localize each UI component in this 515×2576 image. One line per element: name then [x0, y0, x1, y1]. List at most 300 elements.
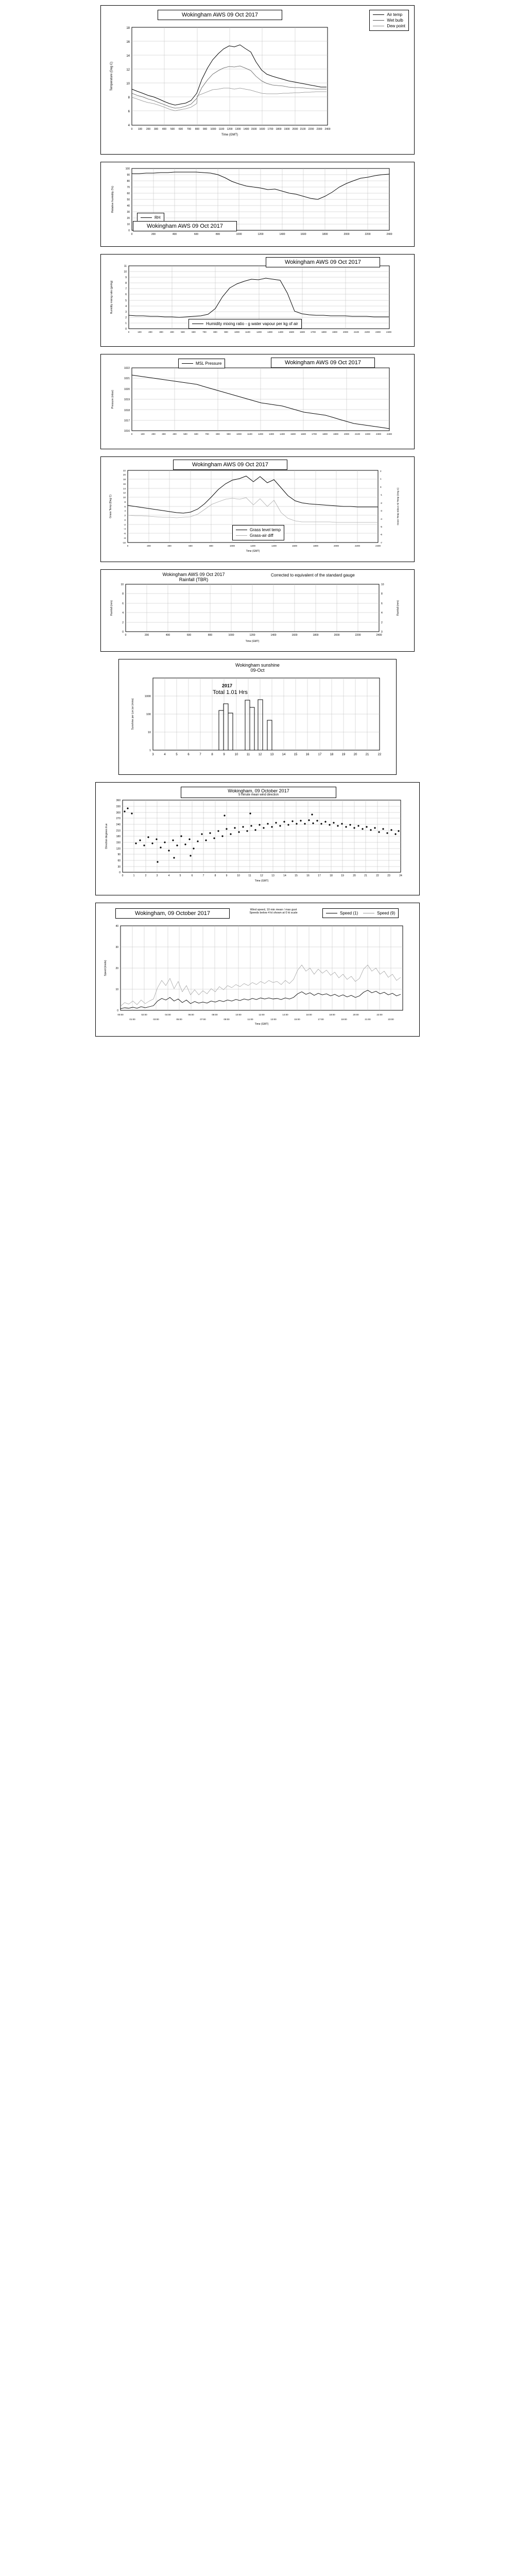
- svg-text:1900: 1900: [332, 331, 338, 333]
- svg-text:0: 0: [122, 631, 124, 634]
- legend-label-air-temp: Air temp: [387, 12, 403, 17]
- svg-text:90: 90: [117, 853, 121, 856]
- svg-text:-4: -4: [123, 528, 126, 530]
- svg-text:1021: 1021: [124, 377, 130, 380]
- svg-text:14: 14: [123, 487, 126, 490]
- svg-text:1400: 1400: [270, 634, 277, 637]
- svg-text:07:00: 07:00: [200, 1018, 206, 1021]
- sunshine-total: Total 1.01 Hrs: [213, 689, 248, 696]
- svg-text:8: 8: [128, 96, 130, 99]
- svg-text:22:00: 22:00: [376, 1013, 383, 1016]
- svg-text:1700: 1700: [267, 128, 273, 131]
- svg-text:12:00: 12:00: [259, 1013, 265, 1016]
- legend-label-grass-air-diff: Grass-air diff: [250, 533, 273, 538]
- svg-text:0: 0: [381, 631, 383, 634]
- svg-text:1100: 1100: [218, 128, 225, 131]
- svg-text:2200: 2200: [355, 634, 361, 637]
- svg-text:13:00: 13:00: [270, 1018, 277, 1021]
- svg-text:22: 22: [376, 874, 379, 877]
- chart-title-wind-speed: Wokingham, 09 October 2017: [115, 908, 230, 919]
- svg-text:90: 90: [127, 174, 130, 177]
- svg-text:1400: 1400: [279, 433, 285, 435]
- plot-area-wind-direction: [105, 799, 402, 883]
- svg-text:8: 8: [124, 501, 126, 503]
- svg-text:2200: 2200: [365, 233, 371, 236]
- svg-text:400: 400: [167, 545, 171, 547]
- svg-text:10: 10: [127, 223, 130, 226]
- chart-panel-grass-temp: [100, 456, 415, 562]
- svg-text:200: 200: [148, 331, 152, 333]
- plot-area-pressure: [111, 367, 392, 435]
- svg-text:10: 10: [115, 988, 118, 991]
- svg-text:4: 4: [164, 753, 166, 756]
- svg-text:0: 0: [127, 545, 129, 547]
- y-axis-label-sunshine: Sunshine per (un-)ar (mins): [131, 698, 134, 730]
- chart-legend-temperature: [369, 10, 409, 31]
- svg-text:1200: 1200: [258, 433, 264, 435]
- svg-text:1200: 1200: [256, 331, 262, 333]
- svg-text:0: 0: [131, 233, 133, 236]
- svg-text:1300: 1300: [267, 331, 273, 333]
- svg-text:1800: 1800: [321, 331, 327, 333]
- svg-text:2300: 2300: [316, 128, 322, 131]
- plot-area-temperature: [110, 27, 331, 137]
- svg-text:1600: 1600: [299, 331, 305, 333]
- svg-text:2: 2: [124, 514, 126, 517]
- svg-text:4: 4: [168, 874, 170, 877]
- svg-text:1600: 1600: [300, 433, 306, 435]
- legend-label-wet-bulb: Wet bulb: [387, 18, 403, 23]
- legend-label-speed-1: Speed (1): [340, 911, 358, 916]
- legend-label-mixing-ratio: Humidity mixing ratio - g water vapour per kg of air: [206, 321, 298, 326]
- svg-text:14: 14: [126, 55, 130, 58]
- svg-text:10: 10: [123, 496, 126, 499]
- chart-panel-wind-speed: [95, 903, 420, 1037]
- x-axis-label-grass-temp: Time (GMT): [246, 550, 260, 553]
- svg-text:14: 14: [283, 874, 286, 877]
- svg-text:100: 100: [141, 433, 145, 435]
- svg-text:40: 40: [115, 925, 118, 928]
- svg-text:8: 8: [214, 874, 216, 877]
- svg-text:5: 5: [179, 874, 181, 877]
- svg-text:500: 500: [183, 433, 187, 435]
- svg-text:800: 800: [195, 128, 200, 131]
- svg-text:800: 800: [209, 545, 213, 547]
- svg-text:7: 7: [199, 753, 201, 756]
- svg-text:150: 150: [116, 841, 121, 844]
- svg-text:2400: 2400: [386, 233, 392, 236]
- svg-text:20: 20: [353, 753, 357, 756]
- svg-text:19: 19: [341, 874, 344, 877]
- svg-text:1000: 1000: [144, 695, 151, 698]
- svg-text:2200: 2200: [354, 545, 360, 547]
- svg-text:12: 12: [260, 874, 263, 877]
- svg-text:18: 18: [126, 27, 130, 30]
- svg-text:1800: 1800: [313, 634, 319, 637]
- svg-text:13: 13: [270, 753, 274, 756]
- svg-text:1000: 1000: [236, 433, 242, 435]
- svg-text:03:00: 03:00: [153, 1018, 159, 1021]
- x-axis-label-rainfall: Time (GMT): [245, 640, 260, 643]
- svg-text:1019: 1019: [124, 398, 130, 401]
- y-axis-label-wind-direction: Direction degrees true: [105, 823, 108, 849]
- svg-text:9: 9: [125, 276, 127, 279]
- svg-text:2000: 2000: [342, 331, 349, 333]
- svg-text:21:00: 21:00: [365, 1018, 371, 1021]
- svg-text:900: 900: [224, 331, 228, 333]
- svg-text:16: 16: [126, 41, 130, 44]
- legend-swatch-air-temp: [373, 14, 384, 15]
- svg-text:0: 0: [128, 331, 130, 333]
- svg-text:4: 4: [124, 510, 126, 512]
- svg-text:30: 30: [117, 866, 121, 869]
- chart-panel-pressure: [100, 354, 415, 449]
- chart-title-sunshine: Wokingham sunshine 09-Oct: [235, 663, 280, 673]
- svg-text:21: 21: [364, 874, 367, 877]
- svg-text:1: 1: [133, 874, 135, 877]
- svg-text:4: 4: [125, 305, 127, 308]
- x-axis-label-wind-direction: Time (GMT): [254, 879, 269, 883]
- svg-text:-2: -2: [380, 502, 383, 504]
- svg-text:2000: 2000: [334, 634, 340, 637]
- sunshine-year: 2017: [222, 683, 233, 688]
- y-axis-label-temperature: Temperature (Deg C): [110, 61, 113, 91]
- y-axis-label-wind-speed: Speed (knots): [104, 960, 107, 976]
- svg-text:10:00: 10:00: [235, 1013, 242, 1016]
- svg-text:30: 30: [127, 211, 130, 214]
- svg-text:-5: -5: [380, 526, 383, 528]
- svg-text:1800: 1800: [313, 545, 319, 547]
- y-axis-label-rainfall-right: Rainfall (mm): [397, 600, 400, 616]
- svg-text:23:00: 23:00: [388, 1018, 394, 1021]
- svg-text:1200: 1200: [249, 634, 255, 637]
- svg-text:-8: -8: [123, 537, 126, 539]
- svg-text:1016: 1016: [124, 430, 130, 433]
- svg-text:1: 1: [149, 749, 151, 752]
- svg-text:16: 16: [306, 874, 310, 877]
- svg-text:11: 11: [248, 874, 251, 877]
- svg-text:1020: 1020: [124, 388, 130, 391]
- svg-text:1300: 1300: [268, 433, 274, 435]
- svg-text:2300: 2300: [375, 331, 381, 333]
- svg-text:18:00: 18:00: [329, 1013, 335, 1016]
- svg-text:1500: 1500: [288, 331, 295, 333]
- svg-text:1018: 1018: [124, 409, 130, 412]
- svg-text:1600: 1600: [259, 128, 265, 131]
- svg-text:4: 4: [381, 612, 383, 615]
- plot-area-sunshine: [131, 678, 382, 756]
- svg-text:400: 400: [165, 634, 170, 637]
- svg-text:6: 6: [128, 110, 130, 113]
- svg-text:600: 600: [194, 233, 199, 236]
- svg-text:21: 21: [365, 753, 369, 756]
- svg-text:8: 8: [122, 592, 124, 596]
- svg-text:2: 2: [125, 316, 127, 319]
- svg-text:100: 100: [138, 331, 142, 333]
- svg-text:5: 5: [125, 299, 127, 302]
- svg-text:400: 400: [173, 433, 177, 435]
- svg-text:1400: 1400: [279, 233, 285, 236]
- svg-text:1300: 1300: [235, 128, 241, 131]
- svg-text:300: 300: [116, 811, 121, 815]
- svg-text:6: 6: [187, 753, 190, 756]
- chart-legend-grass-temp: [232, 525, 284, 540]
- svg-text:19:00: 19:00: [341, 1018, 347, 1021]
- svg-text:600: 600: [194, 433, 198, 435]
- svg-text:08:00: 08:00: [212, 1013, 218, 1016]
- svg-text:14:00: 14:00: [282, 1013, 288, 1016]
- svg-text:1900: 1900: [333, 433, 339, 435]
- svg-text:20: 20: [353, 874, 356, 877]
- svg-text:-2: -2: [123, 523, 126, 526]
- svg-text:1400: 1400: [278, 331, 284, 333]
- svg-text:0: 0: [128, 229, 130, 232]
- svg-text:6: 6: [124, 505, 126, 508]
- svg-text:0: 0: [131, 128, 133, 131]
- svg-text:16: 16: [123, 483, 126, 485]
- svg-text:2300: 2300: [375, 433, 382, 435]
- svg-text:1000: 1000: [229, 545, 235, 547]
- svg-text:12: 12: [123, 492, 126, 494]
- svg-text:-7: -7: [380, 541, 383, 544]
- svg-text:05:00: 05:00: [176, 1018, 182, 1021]
- legend-swatch-grass-air-diff: [236, 535, 247, 536]
- svg-text:270: 270: [116, 817, 121, 820]
- svg-text:40: 40: [127, 205, 130, 208]
- svg-text:02:00: 02:00: [141, 1013, 147, 1016]
- svg-text:1600: 1600: [300, 233, 306, 236]
- svg-text:60: 60: [127, 192, 130, 195]
- svg-text:23: 23: [387, 874, 390, 877]
- svg-text:20: 20: [123, 473, 126, 476]
- charts-page: [0, 0, 515, 1047]
- svg-text:1022: 1022: [124, 367, 130, 370]
- svg-text:2400: 2400: [386, 433, 392, 435]
- svg-text:300: 300: [159, 331, 163, 333]
- svg-text:1600: 1600: [291, 545, 298, 547]
- svg-text:11:00: 11:00: [247, 1018, 253, 1021]
- svg-text:2400: 2400: [376, 634, 382, 637]
- svg-text:400: 400: [172, 233, 177, 236]
- y-axis-label-pressure: Pressure (mbar): [111, 389, 114, 409]
- svg-text:12: 12: [258, 753, 262, 756]
- svg-text:-6: -6: [123, 532, 126, 535]
- svg-text:16: 16: [305, 753, 310, 756]
- svg-text:360: 360: [116, 799, 121, 802]
- svg-text:400: 400: [170, 331, 174, 333]
- svg-text:15: 15: [295, 874, 298, 877]
- svg-text:5: 5: [176, 753, 178, 756]
- svg-text:-3: -3: [380, 510, 383, 512]
- svg-text:2100: 2100: [354, 433, 360, 435]
- svg-text:1200: 1200: [227, 128, 233, 131]
- plot-area-wind-speed: [104, 925, 403, 1026]
- y-axis-label-mixing-ratio: Humidity mixing ratio (gm/kg): [110, 280, 113, 314]
- svg-text:120: 120: [116, 848, 121, 851]
- svg-text:17:00: 17:00: [318, 1018, 324, 1021]
- svg-text:1200: 1200: [258, 233, 264, 236]
- svg-text:1900: 1900: [284, 128, 290, 131]
- svg-text:2: 2: [122, 621, 124, 624]
- svg-text:600: 600: [188, 545, 193, 547]
- svg-text:200: 200: [147, 545, 151, 547]
- svg-text:2: 2: [381, 621, 383, 624]
- svg-text:12: 12: [126, 69, 130, 72]
- svg-text:1200: 1200: [250, 545, 256, 547]
- svg-text:1700: 1700: [311, 433, 317, 435]
- svg-text:10: 10: [121, 583, 124, 586]
- svg-text:09:00: 09:00: [224, 1018, 230, 1021]
- svg-text:15: 15: [294, 753, 298, 756]
- svg-text:13: 13: [271, 874, 274, 877]
- svg-text:16:00: 16:00: [306, 1013, 312, 1016]
- svg-text:800: 800: [208, 634, 213, 637]
- chart-panel-humidity: [100, 162, 415, 247]
- chart-legend-mixing-ratio: [188, 319, 302, 329]
- y-axis-label-humidity: Relative humidity (%): [111, 186, 114, 213]
- svg-text:15:00: 15:00: [294, 1018, 300, 1021]
- svg-text:0: 0: [125, 634, 127, 637]
- chart-legend-wind-speed: [322, 908, 399, 918]
- svg-text:00:00: 00:00: [117, 1013, 124, 1016]
- svg-text:100: 100: [146, 713, 151, 716]
- svg-text:1: 1: [125, 322, 127, 325]
- svg-text:2: 2: [380, 470, 382, 472]
- svg-text:400: 400: [162, 128, 167, 131]
- chart-panel-rainfall: [100, 569, 415, 652]
- svg-text:01:00: 01:00: [129, 1018, 135, 1021]
- svg-text:200: 200: [144, 634, 149, 637]
- svg-text:1800: 1800: [322, 433, 328, 435]
- svg-text:1100: 1100: [245, 331, 250, 333]
- svg-text:240: 240: [116, 823, 121, 826]
- svg-text:0: 0: [124, 519, 126, 521]
- svg-text:1400: 1400: [243, 128, 249, 131]
- x-axis-label-temperature: Time (GMT): [221, 133, 238, 137]
- svg-text:0: 0: [117, 1009, 118, 1012]
- legend-label-grass-level-temp: Grass level temp: [250, 528, 281, 532]
- chart-title-temperature: Wokingham AWS 09 Oct 2017: [158, 10, 282, 20]
- chart-title-pressure: Wokingham AWS 09 Oct 2017: [271, 358, 375, 368]
- svg-text:80: 80: [127, 180, 130, 183]
- legend-label-dew-point: Dew point: [387, 24, 405, 28]
- svg-text:600: 600: [192, 331, 196, 333]
- svg-text:06:00: 06:00: [188, 1013, 194, 1016]
- svg-text:1017: 1017: [124, 419, 130, 422]
- legend-label-msl-pressure: MSL Pressure: [196, 361, 222, 366]
- plot-area-rainfall: [110, 583, 400, 643]
- svg-text:2000: 2000: [292, 128, 298, 131]
- svg-text:300: 300: [153, 128, 159, 131]
- svg-text:10: 10: [124, 270, 127, 274]
- svg-text:8: 8: [125, 282, 127, 285]
- chart-title-rainfall: Wokingham AWS 09 Oct 2017 Rainfall (TBR): [162, 572, 225, 582]
- svg-text:200: 200: [146, 128, 151, 131]
- svg-text:70: 70: [127, 186, 130, 189]
- svg-text:300: 300: [162, 433, 166, 435]
- svg-text:700: 700: [202, 331, 207, 333]
- svg-text:1700: 1700: [310, 331, 316, 333]
- svg-text:1600: 1600: [291, 634, 298, 637]
- svg-text:1400: 1400: [271, 545, 277, 547]
- svg-text:10: 10: [237, 874, 240, 877]
- svg-text:1000: 1000: [234, 331, 240, 333]
- svg-text:180: 180: [116, 835, 121, 838]
- svg-text:7: 7: [125, 287, 127, 291]
- svg-text:2100: 2100: [353, 331, 359, 333]
- chart-annotation-rainfall: Corrected to equivalent of the standard gauge: [271, 573, 355, 578]
- svg-text:7: 7: [202, 874, 204, 877]
- legend-swatch-msl-pressure: [182, 363, 193, 364]
- legend-label-rh: RH: [154, 215, 161, 220]
- svg-text:04:00: 04:00: [165, 1013, 171, 1016]
- svg-text:6: 6: [122, 602, 124, 605]
- svg-text:20: 20: [115, 967, 118, 970]
- svg-text:2: 2: [145, 874, 147, 877]
- svg-text:600: 600: [178, 128, 183, 131]
- svg-text:800: 800: [216, 433, 220, 435]
- svg-text:-1: -1: [380, 494, 383, 496]
- svg-text:-4: -4: [380, 518, 383, 520]
- svg-text:6: 6: [125, 293, 127, 296]
- svg-text:22: 22: [377, 753, 382, 756]
- svg-text:1500: 1500: [290, 433, 296, 435]
- svg-text:3: 3: [152, 753, 154, 756]
- chart-panel-sunshine: [118, 659, 397, 775]
- svg-text:6: 6: [191, 874, 193, 877]
- svg-text:11: 11: [124, 265, 127, 268]
- svg-text:0: 0: [380, 486, 382, 488]
- svg-text:0: 0: [119, 871, 121, 874]
- svg-text:0: 0: [131, 433, 133, 435]
- chart-panel-mixing-ratio: [100, 254, 415, 347]
- svg-text:4: 4: [128, 124, 130, 127]
- svg-text:-10: -10: [122, 541, 126, 544]
- svg-text:10: 10: [147, 731, 151, 734]
- svg-text:2100: 2100: [300, 128, 306, 131]
- x-axis-label-wind-speed: Time (GMT): [254, 1023, 269, 1026]
- svg-text:9: 9: [223, 753, 225, 756]
- svg-text:2200: 2200: [365, 433, 371, 435]
- svg-text:20: 20: [127, 217, 130, 220]
- y-axis-label-grass-temp: Grass Temp (Deg C): [109, 495, 112, 518]
- svg-text:18: 18: [330, 753, 334, 756]
- svg-text:3: 3: [125, 311, 127, 314]
- svg-text:1800: 1800: [276, 128, 282, 131]
- svg-text:17: 17: [318, 874, 321, 877]
- svg-text:600: 600: [186, 634, 192, 637]
- svg-text:11: 11: [246, 753, 250, 756]
- legend-swatch-rh: [141, 217, 152, 218]
- legend-label-speed-9: Speed (9): [377, 911, 396, 916]
- svg-text:2400: 2400: [324, 128, 331, 131]
- svg-text:8: 8: [381, 592, 383, 596]
- chart-title-wind-direction: Wokingham, 09 October 2017 5 minute mean wind direction: [181, 787, 336, 798]
- svg-text:1500: 1500: [251, 128, 257, 131]
- chart-legend-pressure: [178, 359, 225, 368]
- svg-text:2400: 2400: [375, 545, 381, 547]
- legend-swatch-wet-bulb: [373, 20, 384, 21]
- svg-text:2000: 2000: [344, 433, 350, 435]
- svg-text:2000: 2000: [333, 545, 339, 547]
- svg-text:1: 1: [380, 478, 382, 480]
- svg-text:100: 100: [125, 167, 130, 171]
- svg-text:2200: 2200: [364, 331, 370, 333]
- svg-text:1000: 1000: [228, 634, 234, 637]
- svg-text:100: 100: [138, 128, 143, 131]
- svg-text:24: 24: [399, 874, 402, 877]
- svg-text:800: 800: [215, 233, 220, 236]
